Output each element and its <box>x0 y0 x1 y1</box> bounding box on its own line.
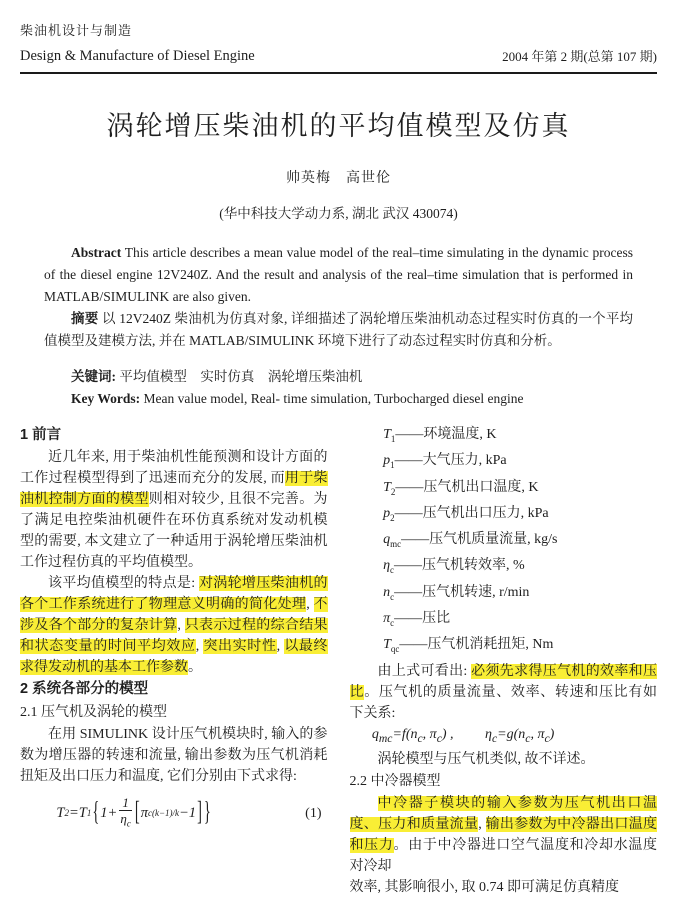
journal-name-en: Design & Manufacture of Diesel Engine <box>20 48 255 64</box>
variable-definition: $\pi_c——$压比 <box>383 611 451 628</box>
efficiency-paragraph: 由上式可看出: 必须先求得压气机的效率和压比。压气机的质量流量、效率、转速和压比有如下关系: <box>349 663 658 721</box>
highlight: 输出参数为中冷器出口温度和压力 <box>349 817 658 854</box>
intercooler-paragraph: 中冷器子模块的输入参数为压气机出口温度、压力和质量流量, 输出参数为中冷器出口温度和压力。由于中冷器进口空气温度和冷却水温度对冷却 <box>349 796 658 875</box>
section-2-2-heading: 2.2 中冷器模型 <box>349 774 441 790</box>
highlight: 用于柴油机控制方面的模型 <box>20 471 328 507</box>
abstract-en <box>44 242 633 308</box>
header-rule <box>20 72 657 74</box>
keywords-cn-label: 关键词: <box>71 369 116 384</box>
journal-name-cn: 柴油机设计与制造 <box>20 23 133 38</box>
highlight: 突出实时性 <box>203 639 277 654</box>
keywords-en-label: Key Words: <box>71 391 141 406</box>
variable-definition: $T_{qc}——$压气机消耗扭矩, Nm <box>383 637 554 655</box>
keywords-cn <box>44 366 633 388</box>
section-1-heading: 1 前言 <box>20 427 62 443</box>
clipped-last-line: 效率, 其影响很小, 取 0.74 即可满足仿真精度 <box>349 880 619 896</box>
abstract-cn <box>44 308 633 352</box>
abstract-label: Abstract <box>71 245 122 260</box>
highlight: 以最终求得发动机的基本工作参数 <box>20 639 328 675</box>
equation-1-number: (1) <box>305 805 322 821</box>
variable-definition: $n_c——$压气机转速, r/min <box>383 584 530 602</box>
highlight: 必须先求得压气机的效率和压比 <box>349 663 657 700</box>
variable-definition: $p_1——$大气压力, kPa <box>383 453 507 471</box>
section-2-heading: 2 系统各部分的模型 <box>20 681 149 697</box>
left-column <box>20 424 328 886</box>
equation-1 <box>20 796 328 831</box>
highlight: 中冷器子模块的输入参数为压气机出口温度、压力和质量流量 <box>349 796 657 833</box>
keywords-en <box>44 388 633 410</box>
intro-paragraph-1: 近几年来, 用于柴油机性能预测和设计方面的工作过程模型得到了迅速而充分的发展, 而用于柴油机控制方面的模型则相对较少, 且很不完善。为了满足电控柴油机硬件在环仿真系统对发动机模型的需要, 本文建立了一种适用于涡轮增压柴油机工作过程仿真的平均值模型。 <box>20 450 328 570</box>
journal-issue: 2004 年第 2 期(总第 107 期) <box>502 49 657 64</box>
paper-title: 涡轮增压柴油机的平均值模型及仿真 <box>106 111 571 141</box>
affiliation: (华中科技大学动力系, 湖北 武汉 430074) <box>219 206 458 221</box>
zhaiyao-label: 摘要 <box>71 311 99 326</box>
variable-definition: $T_1——$环境温度, K <box>383 427 497 444</box>
variable-definition: $q_{mc}——$压气机质量流量, kg/s <box>383 532 558 549</box>
zhaiyao-text: 以 12V240Z 柴油机为仿真对象, 详细描述了涡轮增压柴油机动态过程实时仿真的一个平均值模型及建模方法, 并在 MATLAB/SIMULINK 环境下进行了动态过程实时仿真和分析。 <box>44 311 634 348</box>
highlight: 只表示过程的综合结果和状态变量的时间平均效应 <box>20 618 328 654</box>
abstract-text: This article describes a mean value model of the real–time simulating in the dynamic process of the diesel engine 12V240Z. And the result and analysis of the real–time simulation that is performed in MATLAB/SIMULINK are also given. <box>44 245 633 304</box>
equation-2: $q_{mc}=f(n_c$, $\pi_c$) , $\eta_c=g(n_c$, $\pi_c$) <box>371 726 555 745</box>
turbine-note-paragraph: 涡轮模型与压气机类似, 故不详述。 <box>377 752 595 768</box>
highlight: 不涉及各个部分的复杂计算 <box>20 597 328 633</box>
variable-definitions <box>350 424 658 661</box>
highlight: 对涡轮增压柴油机的各个工作系统进行了物理意义明确的简化处理 <box>20 576 328 612</box>
keywords-en-text: Mean value model, Real- time simulation, Turbocharged diesel engine <box>140 391 524 406</box>
authors: 帅英梅 高世伦 <box>286 171 391 186</box>
variable-definition: $T_2——$压气机出口温度, K <box>383 479 539 497</box>
equation-1-body: T 2 =T 1 { 1+ $\frac{1}{\eta_c}$ [ π c (k−1)/k −1 ] } <box>56 795 211 829</box>
journal-header <box>20 12 657 74</box>
variable-definition: $\eta_c——$压气机转效率, % <box>383 558 525 576</box>
intro-paragraph-2: 该平均值模型的特点是: 对涡轮增压柴油机的各个工作系统进行了物理意义明确的简化处理, 不涉及各个部分的复杂计算, 只表示过程的综合结果和状态变量的时间平均效应, 突出实时性, 以最终求得发动机的基本工作参数。 <box>20 576 328 675</box>
variable-definition: $p_2——$压气机出口压力, kPa <box>383 505 549 523</box>
section-2-1-heading: 2.1 压气机及涡轮的模型 <box>20 705 167 720</box>
right-column <box>349 424 658 896</box>
keywords-cn-text: 平均值模型 实时仿真 涡轮增压柴油机 <box>116 369 363 384</box>
compressor-paragraph: 在用 SIMULINK 设计压气机模块时, 输入的参数为增压器的转速和流量, 输出参数为压气机消耗扭矩及出口压力和温度, 它们分别由下式求得: <box>20 727 328 784</box>
